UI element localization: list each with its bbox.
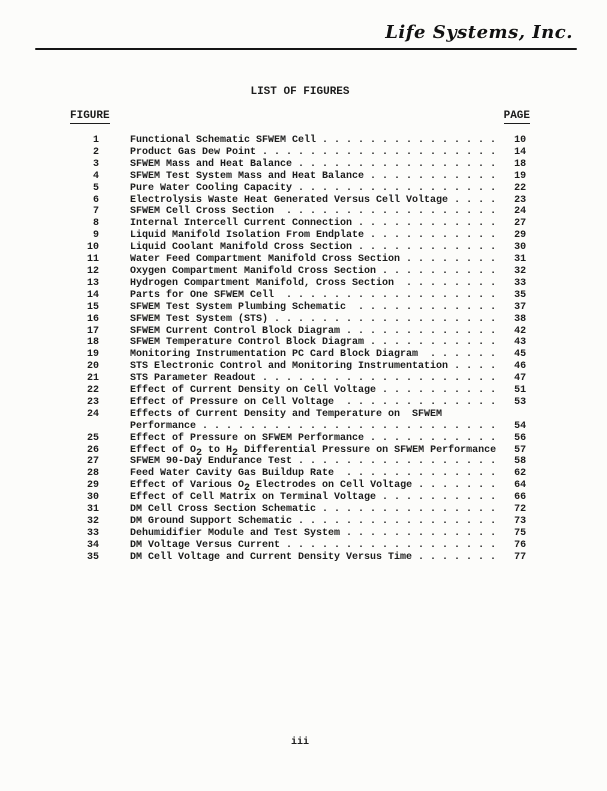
dot-leader: . . . . . . xyxy=(418,349,515,361)
figure-page: 73 xyxy=(514,516,527,527)
figure-number: 12 xyxy=(86,265,99,277)
figure-title: DM Ground Support Schematic xyxy=(130,516,293,527)
figure-page: 38 xyxy=(514,313,527,325)
figure-page: 75 xyxy=(514,527,527,539)
figure-number: 2 xyxy=(92,146,99,158)
figure-page: 56 xyxy=(514,432,527,444)
figure-number: 11 xyxy=(86,254,99,266)
figure-number: 25 xyxy=(86,432,99,444)
dot-leader: . . . . . . . . . . . . . . . . . xyxy=(292,456,515,468)
figure-entry xyxy=(130,266,526,278)
figure-row xyxy=(70,528,540,540)
figure-row xyxy=(70,254,540,266)
figure-entry xyxy=(130,528,526,540)
figure-entry xyxy=(130,349,526,361)
figure-number: 27 xyxy=(86,456,99,468)
figure-entry xyxy=(130,337,526,349)
figure-page: 54 xyxy=(514,420,527,432)
figure-number: 7 xyxy=(92,206,99,218)
figure-row xyxy=(70,230,540,242)
figure-entry xyxy=(130,468,526,480)
figure-page: 33 xyxy=(514,277,527,289)
figure-page: 10 xyxy=(514,135,527,146)
figure-entry xyxy=(130,290,526,302)
figure-page: 76 xyxy=(514,539,527,551)
figure-number: 8 xyxy=(92,218,99,230)
figure-number: 6 xyxy=(92,194,99,206)
figure-title: SFWEM Mass and Heat Balance xyxy=(130,158,293,170)
figure-row xyxy=(70,361,540,373)
figure-row-continued xyxy=(70,421,540,433)
page-title: LIST OF FIGURES xyxy=(250,86,350,98)
figure-entry xyxy=(130,397,526,409)
dot-leader: . . . . . . . . . . . . . . . . . . xyxy=(274,289,515,301)
figure-row xyxy=(70,349,540,361)
figure-row xyxy=(70,504,540,516)
figure-row xyxy=(70,492,540,504)
figure-number: 21 xyxy=(86,373,99,385)
figure-entry xyxy=(130,492,526,504)
figure-number: 28 xyxy=(86,468,99,480)
figure-entry xyxy=(130,373,526,385)
figure-entry xyxy=(130,421,526,433)
figure-page: 66 xyxy=(514,492,527,504)
figure-page: 62 xyxy=(514,468,527,480)
dot-leader: . . . . . . . xyxy=(412,551,515,563)
subscript-2: 2 xyxy=(244,483,251,495)
figure-number: 16 xyxy=(86,313,99,325)
figure-title: Electrolysis Waste Heat Generated Versus Cell Voltage xyxy=(130,194,449,206)
figure-entry xyxy=(130,552,526,564)
dot-leader xyxy=(496,445,514,457)
figure-row xyxy=(70,540,540,552)
figure-page: 51 xyxy=(514,385,527,397)
figure-entry xyxy=(130,516,526,528)
figure-number: 3 xyxy=(92,158,99,170)
figure-entry xyxy=(130,504,526,516)
dot-leader: . . . . . . . . . . . . . . . . . xyxy=(292,516,515,527)
company-logo: Life Systems, Inc. xyxy=(385,22,573,43)
figure-title: SFWEM Cell Cross Section xyxy=(130,206,275,218)
header-rule xyxy=(35,48,577,50)
figure-number: 26 xyxy=(86,444,99,456)
figure-row xyxy=(70,409,540,421)
figure-entry xyxy=(130,254,526,266)
figure-title: SFWEM Current Control Block Diagram xyxy=(130,325,341,337)
figure-row xyxy=(70,242,540,254)
page-column-header: PAGE xyxy=(503,110,530,122)
figure-title: Liquid Manifold Isolation From Endplate xyxy=(130,230,365,242)
figure-page: 23 xyxy=(514,194,527,206)
figure-row xyxy=(70,480,540,495)
figure-page: 37 xyxy=(514,301,527,313)
figure-page: 14 xyxy=(514,146,527,158)
figure-entry xyxy=(130,218,526,230)
figure-number: 4 xyxy=(92,170,99,182)
figure-number: 5 xyxy=(92,182,99,194)
figure-page: 45 xyxy=(514,349,527,361)
figure-title: SFWEM Test System (STS) xyxy=(130,313,269,325)
dot-leader: . . . . . . . . xyxy=(400,254,515,266)
figure-page: 27 xyxy=(514,218,527,230)
figure-row xyxy=(70,516,540,528)
figure-title: DM Voltage Versus Current xyxy=(130,539,281,551)
figure-entry xyxy=(130,385,526,397)
dot-leader: . . . . . . . . . . . . . xyxy=(334,396,515,408)
figure-page: 31 xyxy=(514,254,527,266)
figure-title: Effect of Cell Matrix on Terminal Voltage xyxy=(130,492,377,504)
figure-entry xyxy=(130,302,526,314)
figure-title: Effect of Pressure on Cell Voltage xyxy=(130,396,335,408)
figure-number-spacer xyxy=(70,421,99,433)
figure-number: 13 xyxy=(86,277,99,289)
figure-title: Water Feed Compartment Manifold Cross Section xyxy=(130,254,401,266)
figure-page: 46 xyxy=(514,361,527,373)
figure-page: 29 xyxy=(514,230,527,242)
figure-entry xyxy=(130,206,526,218)
figure-entry xyxy=(130,147,526,159)
figure-title: Effect of Various O2 Electrodes on Cell Voltage xyxy=(130,480,413,495)
figure-number: 31 xyxy=(86,504,99,516)
dot-leader: . . . . . . . . . . xyxy=(376,265,515,277)
figure-page: 72 xyxy=(514,504,527,516)
figure-entry xyxy=(130,456,526,468)
figure-number: 32 xyxy=(86,516,99,527)
figure-page: 19 xyxy=(514,170,527,182)
figure-entry xyxy=(130,195,526,207)
figure-page: 64 xyxy=(514,480,527,492)
figure-column-header: FIGURE xyxy=(70,110,110,122)
figure-title: Effect of O2 to H2 Differential Pressure on SFWEM Performance xyxy=(130,444,497,459)
figure-entry xyxy=(130,230,526,242)
figure-entry xyxy=(130,135,526,147)
figure-title: Effects of Current Density and Temperature on SFWEM xyxy=(130,408,443,420)
figure-number: 33 xyxy=(86,527,99,539)
figure-title: SFWEM 90-Day Endurance Test xyxy=(130,456,293,468)
figure-entry xyxy=(130,433,526,445)
dot-leader: . . . . . . . . . . . xyxy=(364,432,515,444)
figure-entry xyxy=(130,314,526,326)
figure-row xyxy=(70,552,540,564)
figure-title: Hydrogen Compartment Manifold, Cross Section xyxy=(130,277,395,289)
figure-number: 35 xyxy=(86,551,99,563)
figure-number: 30 xyxy=(86,492,99,504)
figure-number: 18 xyxy=(86,337,99,349)
dot-leader: . . . . . . . xyxy=(412,480,515,492)
figure-row xyxy=(70,195,540,207)
subscript-2: 2 xyxy=(232,447,239,459)
figure-title: SFWEM Test System Plumbing Schematic xyxy=(130,301,347,313)
figure-entry xyxy=(130,171,526,183)
figure-title: Monitoring Instrumentation PC Card Block Diagram xyxy=(130,349,419,361)
dot-leader: . . . . . . . . . . . . . . . . . . . . xyxy=(256,146,515,158)
figure-row xyxy=(70,373,540,385)
figure-page: 42 xyxy=(514,325,527,337)
dot-leader: . . . . . . . . . . . . xyxy=(352,218,515,230)
figure-number: 17 xyxy=(86,325,99,337)
figure-page: 47 xyxy=(514,373,527,385)
figure-number: 19 xyxy=(86,349,99,361)
figure-page: 24 xyxy=(514,206,527,218)
figure-page: 30 xyxy=(514,242,527,254)
dot-leader: . . . . . . . . . . . . . . . . . . . . . . . . . xyxy=(196,420,515,432)
dot-leader: . . . . . . . . . . . . . . . . . . xyxy=(280,539,515,551)
figure-page: 77 xyxy=(514,551,527,563)
figure-page: 43 xyxy=(514,337,527,349)
dot-leader: . . . . . . . . . . xyxy=(376,492,515,504)
figure-number: 9 xyxy=(92,230,99,242)
subscript-2: 2 xyxy=(196,447,203,459)
figure-number: 1 xyxy=(92,135,99,146)
dot-leader: . . . . xyxy=(448,361,515,373)
dot-leader: . . . . . . . . . . . . . xyxy=(340,527,515,539)
figure-title: Oxygen Compartment Manifold Cross Section xyxy=(130,265,377,277)
figure-title: Dehumidifier Module and Test System xyxy=(130,527,341,539)
figure-entry xyxy=(130,242,526,254)
dot-leader: . . . . . . . . . . . xyxy=(364,170,515,182)
figure-page: 18 xyxy=(514,158,527,170)
figure-row xyxy=(70,433,540,445)
dot-leader: . . . . . . . . . . . . . . . xyxy=(316,135,515,146)
figure-title: Feed Water Cavity Gas Buildup Rate xyxy=(130,468,335,480)
figure-entry xyxy=(130,159,526,171)
figure-title: Pure Water Cooling Capacity xyxy=(130,182,293,194)
figure-number: 23 xyxy=(86,396,99,408)
figure-entry xyxy=(130,278,526,290)
dot-leader: . . . . . . . . . . . . . . . xyxy=(316,504,515,516)
figure-row xyxy=(70,445,540,457)
figure-row xyxy=(70,218,540,230)
figure-row xyxy=(70,278,540,290)
figure-number: 14 xyxy=(86,289,99,301)
figure-row xyxy=(70,171,540,183)
figure-row xyxy=(70,397,540,409)
figure-entry xyxy=(130,480,527,495)
figure-page: 32 xyxy=(514,265,527,277)
dot-leader: . . . . . . . . . . . . xyxy=(346,301,515,313)
figure-entry xyxy=(130,409,442,421)
figure-row xyxy=(70,147,540,159)
figure-title: SFWEM Test System Mass and Heat Balance xyxy=(130,170,365,182)
figure-entry xyxy=(130,540,526,552)
figure-title: DM Cell Cross Section Schematic xyxy=(130,504,317,516)
dot-leader: . . . . . . . . . . xyxy=(376,385,515,397)
figure-entry xyxy=(130,445,526,457)
figure-title: Product Gas Dew Point xyxy=(130,146,257,158)
figure-row xyxy=(70,314,540,326)
dot-leader: . . . . . . . . . . . . . . . . . xyxy=(292,158,515,170)
figure-title: Effect of Current Density on Cell Voltage xyxy=(130,385,377,397)
figure-number: 24 xyxy=(86,408,99,420)
figure-row xyxy=(70,456,540,468)
figure-page: 53 xyxy=(514,396,527,408)
dot-leader: . . . . xyxy=(448,194,515,206)
figure-page: 22 xyxy=(514,182,527,194)
figure-number: 15 xyxy=(86,301,99,313)
figure-row xyxy=(70,290,540,302)
dot-leader: . . . . . . . . xyxy=(394,277,515,289)
dot-leader: . . . . . . . . . . . . . . . . . . . xyxy=(268,313,515,325)
dot-leader: . . . . . . . . . . . . . . . . . xyxy=(292,182,515,194)
dot-leader: . . . . . . . . . . . . . xyxy=(334,468,515,480)
dot-leader: . . . . . . . . . . . . xyxy=(352,242,515,254)
figure-row xyxy=(70,337,540,349)
figure-number: 22 xyxy=(86,385,99,397)
figure-entry xyxy=(130,326,526,338)
figure-number: 29 xyxy=(86,480,99,492)
column-headers xyxy=(70,110,530,124)
figure-page: 35 xyxy=(514,289,527,301)
figure-entry xyxy=(130,183,526,195)
figure-title: Effect of Pressure on SFWEM Performance xyxy=(130,432,365,444)
figure-title: Parts for One SFWEM Cell xyxy=(130,289,275,301)
figure-entry xyxy=(130,361,526,373)
dot-leader: . . . . . . . . . . . . . . . . . . . . xyxy=(256,373,515,385)
figure-number: 20 xyxy=(86,361,99,373)
figure-page: 57 xyxy=(514,444,527,456)
figure-row xyxy=(70,385,540,397)
figure-title: SFWEM Temperature Control Block Diagram xyxy=(130,337,365,349)
figure-number: 34 xyxy=(86,539,99,551)
figure-title: Performance xyxy=(130,420,197,432)
figure-row xyxy=(70,326,540,338)
figure-row xyxy=(70,206,540,218)
page-footer xyxy=(70,737,530,748)
figure-row xyxy=(70,468,540,480)
figure-title: DM Cell Voltage and Current Density Versus Time xyxy=(130,551,413,563)
figure-title: Internal Intercell Current Connection xyxy=(130,218,353,230)
figure-row xyxy=(70,159,540,171)
folio-page-number: iii xyxy=(290,737,309,748)
figure-title: STS Parameter Readout xyxy=(130,373,257,385)
figure-title: STS Electronic Control and Monitoring Instrumentation xyxy=(130,361,449,373)
figure-row xyxy=(70,266,540,278)
figure-title: Liquid Coolant Manifold Cross Section xyxy=(130,242,353,254)
dot-leader: . . . . . . . . . . . . . xyxy=(340,325,515,337)
figure-row xyxy=(70,135,540,147)
figure-list xyxy=(70,135,540,564)
figure-number: 10 xyxy=(86,242,99,254)
figure-row xyxy=(70,183,540,195)
figure-row xyxy=(70,302,540,314)
figure-page: 58 xyxy=(514,456,527,468)
dot-leader: . . . . . . . . . . . xyxy=(364,337,515,349)
dot-leader: . . . . . . . . . . . . . . . . . . xyxy=(274,206,515,218)
dot-leader: . . . . . . . . . . . xyxy=(364,230,515,242)
figure-title: Functional Schematic SFWEM Cell xyxy=(130,135,317,146)
